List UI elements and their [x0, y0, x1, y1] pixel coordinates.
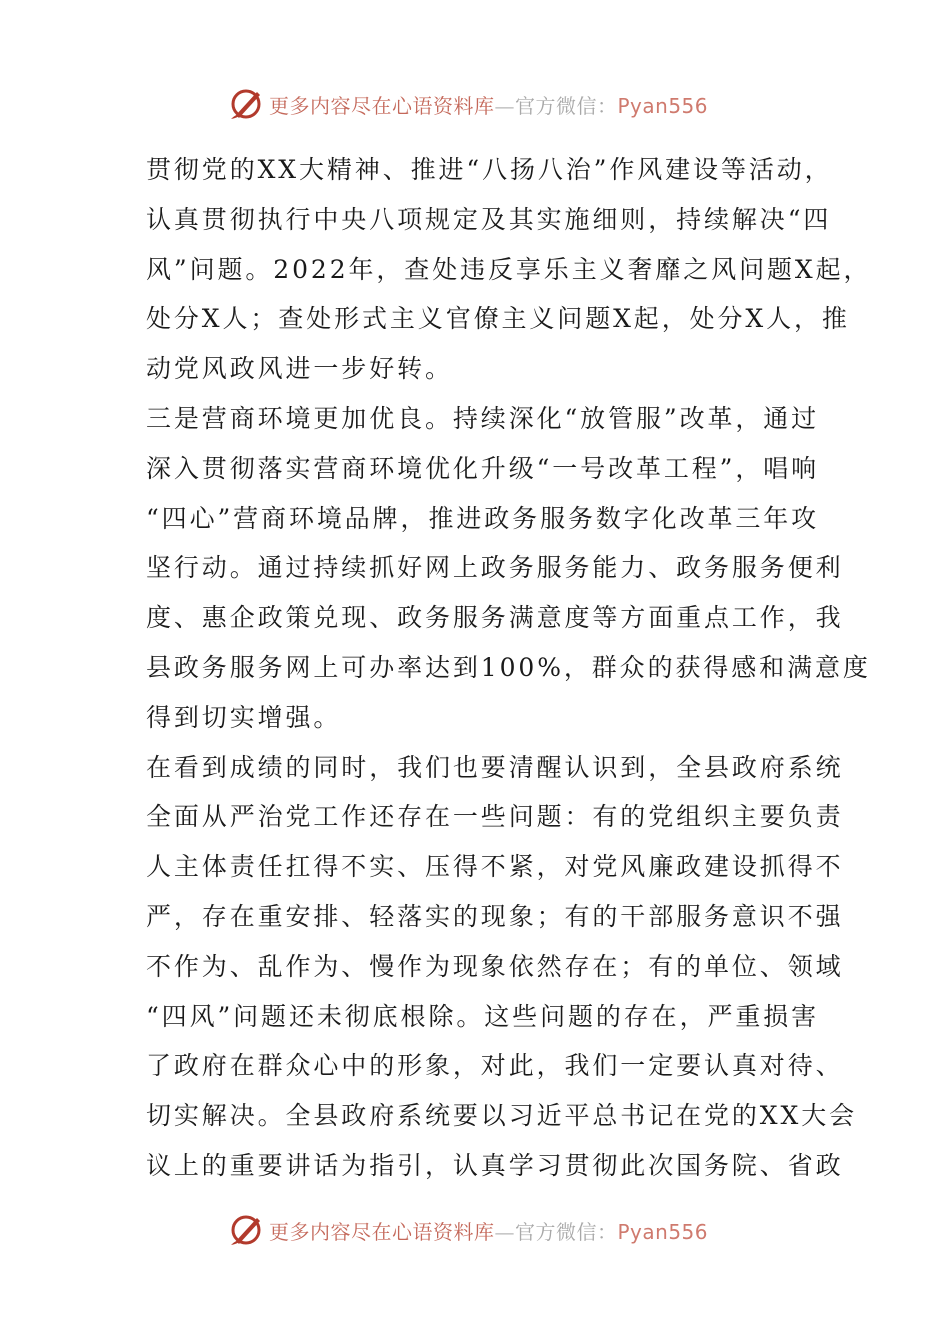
body-line: 县政务服务网上可办率达到100%，群众的获得感和满意度	[146, 652, 871, 682]
quill-logo-icon	[227, 85, 265, 123]
body-line: 风”问题。2022年，查处违反享乐主义奢靡之风问题X起，	[146, 254, 872, 284]
body-line: 认真贯彻执行中央八项规定及其实施细则，持续解决“四	[146, 204, 832, 234]
body-line: 切实解决。全县政府系统要以习近平总书记在党的XX大会	[146, 1101, 857, 1131]
body-line: 动党风政风进一步好转。	[146, 354, 453, 384]
header-watermark-banner	[227, 84, 708, 124]
footer-banner-text	[269, 1216, 708, 1245]
body-line: 得到切实增强。	[146, 702, 342, 732]
body-line: 严，存在重安排、轻落实的现象；有的干部服务意识不强	[146, 901, 844, 931]
footer-contact-id: Pyan556	[617, 1219, 709, 1244]
header-contact-label: 官方微信：	[515, 93, 618, 118]
body-line: “四心”营商环境品牌，推进政务服务数字化改革三年攻	[146, 503, 820, 533]
header-banner-text	[269, 90, 708, 119]
footer-dash: —	[494, 1219, 515, 1244]
quill-logo-icon	[227, 1211, 265, 1249]
header-brand-text: 更多内容尽在心语资料库	[269, 93, 495, 118]
body-line: 三是营商环境更加优良。持续深化“放管服”改革，通过	[146, 403, 820, 433]
body-line: 全面从严治党工作还存在一些问题：有的党组织主要负责	[146, 802, 844, 832]
body-line: 在看到成绩的同时，我们也要清醒认识到，全县政府系统	[146, 752, 844, 782]
header-dash: —	[494, 93, 515, 118]
body-line: 了政府在群众心中的形象，对此，我们一定要认真对待、	[146, 1051, 844, 1081]
body-line: 不作为、乱作为、慢作为现象依然存在；有的单位、领域	[146, 951, 844, 981]
body-line: 人主体责任扛得不实、压得不紧，对党风廉政建设抓得不	[146, 852, 844, 882]
body-line: 议上的重要讲话为指引，认真学习贯彻此次国务院、省政	[146, 1150, 844, 1180]
body-line: 处分X人；查处形式主义官僚主义问题X起，处分X人，推	[146, 304, 850, 334]
footer-watermark-banner	[227, 1210, 708, 1250]
footer-brand-text: 更多内容尽在心语资料库	[269, 1219, 495, 1244]
header-contact-id: Pyan556	[617, 93, 709, 118]
body-line: 贯彻党的XX大精神、推进“八扬八治”作风建设等活动，	[146, 155, 833, 184]
document-body	[146, 145, 872, 1191]
body-line: 坚行动。通过持续抓好网上政务服务能力、政务服务便利	[146, 553, 844, 583]
body-line: 度、惠企政策兑现、政务服务满意度等方面重点工作，我	[146, 603, 844, 633]
body-line: 深入贯彻落实营商环境优化升级“一号改革工程”，唱响	[146, 453, 820, 483]
body-line: “四风”问题还未彻底根除。这些问题的存在，严重损害	[146, 1001, 820, 1031]
footer-contact-label: 官方微信：	[515, 1219, 618, 1244]
